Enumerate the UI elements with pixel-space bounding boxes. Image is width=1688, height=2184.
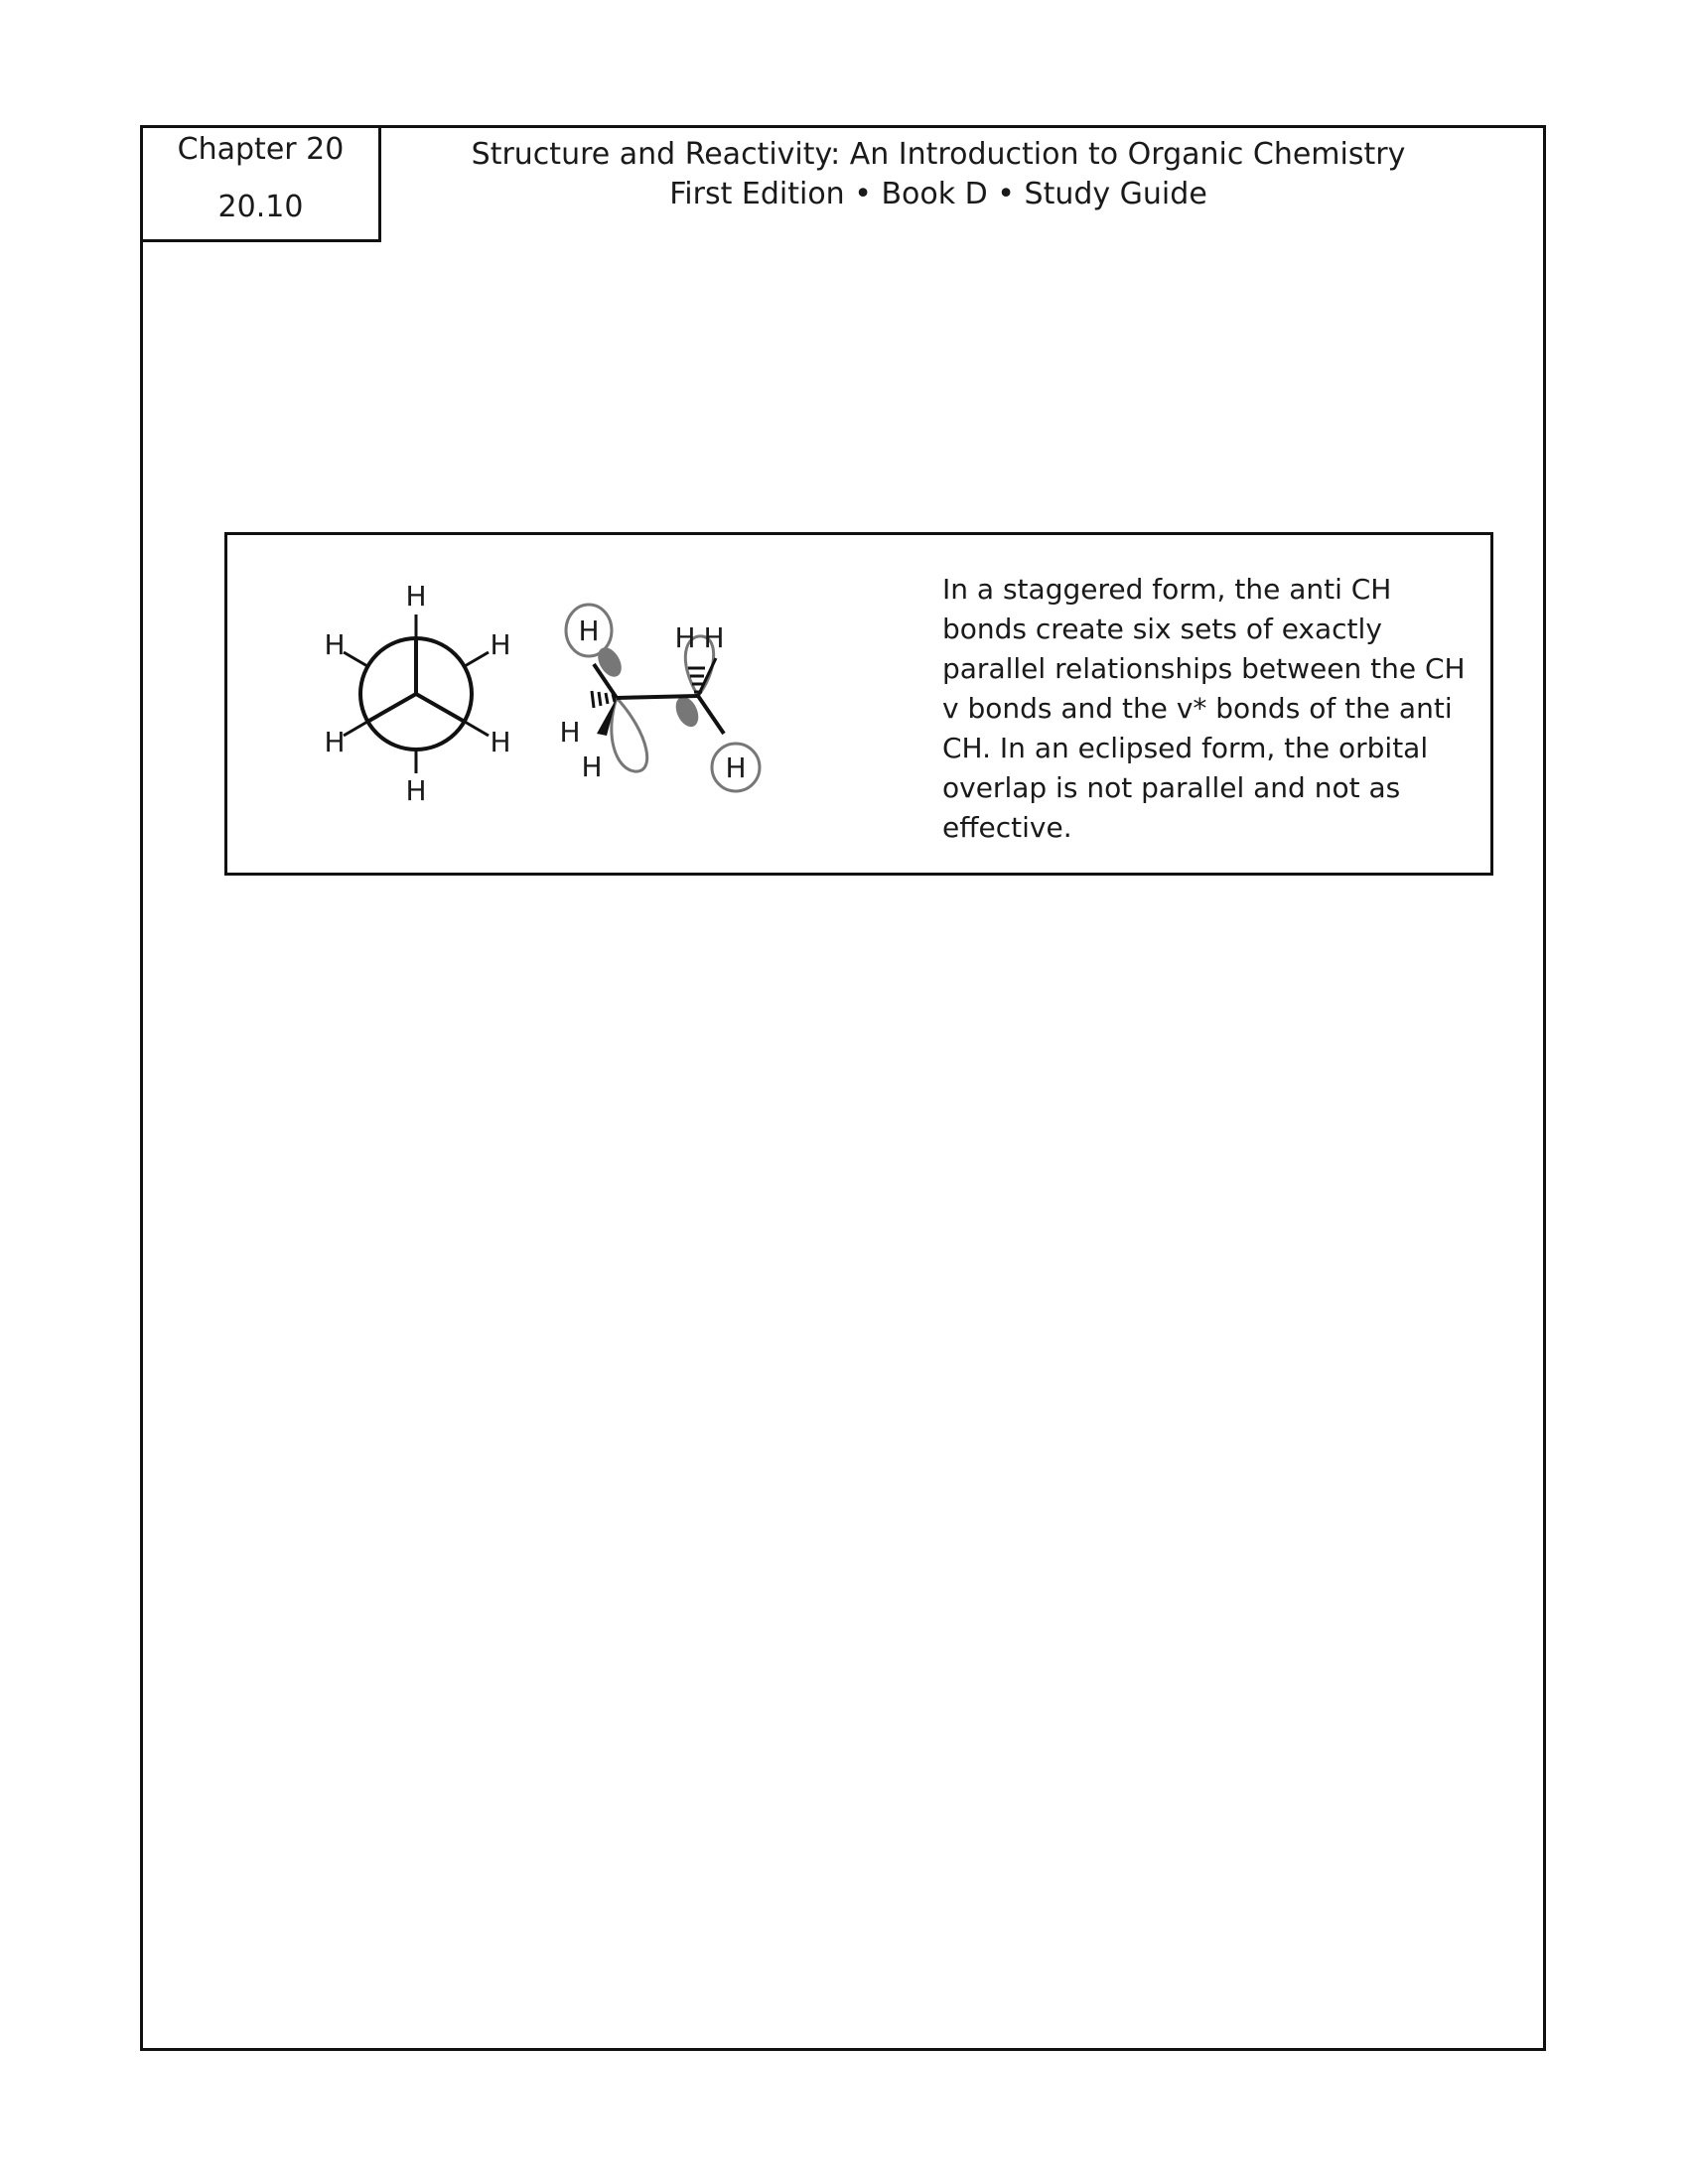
sawhorse-h-label: H: [581, 751, 603, 783]
figure-box: [224, 532, 1493, 876]
newman-bond: [344, 722, 367, 736]
newman-projection: [324, 580, 510, 807]
sawhorse-h-label: H: [674, 621, 696, 654]
carbon-carbon-bond: [617, 696, 698, 698]
newman-bond: [344, 652, 367, 666]
chapter-box: [140, 125, 381, 242]
orbital-lobe-large: [612, 698, 647, 771]
book-title-line2: First Edition • Book D • Study Guide: [669, 177, 1207, 211]
sawhorse-h-label: H: [725, 751, 747, 784]
sawhorse-h-label: H: [703, 621, 725, 654]
newman-front-bond: [416, 694, 465, 722]
chapter-label: Chapter 20: [177, 132, 345, 167]
newman-bond: [465, 652, 489, 666]
book-title-line1: Structure and Reactivity: An Introduction to Organic Chemistry: [471, 137, 1406, 172]
newman-h-label: H: [490, 628, 511, 661]
newman-h-label: H: [405, 580, 427, 613]
hash-bond: [592, 691, 615, 708]
c-h-bond: [698, 696, 724, 734]
newman-h-label: H: [324, 628, 346, 661]
newman-h-label: H: [324, 726, 346, 758]
book-title: [397, 135, 1479, 214]
newman-h-label: H: [405, 774, 427, 807]
newman-bond: [465, 722, 489, 736]
orbital-lobe-small: [593, 643, 626, 681]
newman-h-label: H: [490, 726, 511, 758]
sawhorse-h-label: H: [578, 614, 600, 647]
section-number: 20.10: [217, 190, 304, 224]
sawhorse-h-label: H: [559, 716, 581, 749]
newman-front-bond: [367, 694, 416, 722]
page-frame: [140, 125, 1546, 2051]
figure-caption: In a staggered form, the anti CH bonds create six sets of exactly parallel relationships between the CH v bonds and the v* bonds of the anti CH. In an eclipsed form, the orbital overlap is not parallel and not as effective.: [942, 573, 1466, 844]
orbital-overlap-diagram: [559, 605, 760, 791]
